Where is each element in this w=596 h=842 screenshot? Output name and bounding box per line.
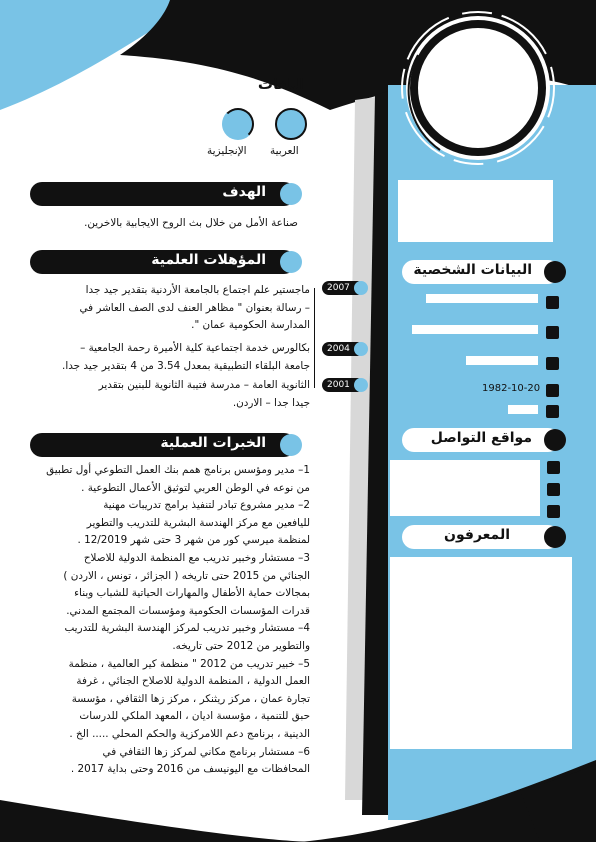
experience-line: تجارة عمان ، مركز ريثنكر ، مركز زها الثقافي ، مؤسسة	[71, 692, 310, 705]
experience-line: لليافعين مع مركز الهندسة البشرية للتدريب والتطوير	[86, 516, 310, 529]
language-english-circle	[222, 108, 254, 140]
phone-icon	[546, 357, 559, 370]
education-year-badge	[322, 378, 364, 392]
experience-line: من نوعه في الوطن العربي لتوثيق الأعمال التطوعية .	[81, 481, 310, 494]
experience-line: 2– مدير مشروع تبادر لتنفيذ برامج تدريبات مهنية	[103, 499, 310, 512]
references-dot	[544, 526, 566, 548]
experience-line: بمجالات حماية الأطفال والمهارات الحياتية للشباب وبناء	[74, 587, 310, 600]
objective-text: صناعة الأمل من خلال بث الروح الايجابية بالاخرين.	[84, 217, 298, 229]
education-line: – رسالة بعنوان " مظاهر العنف لدى الصف العاشر في	[79, 301, 310, 314]
references-header	[402, 525, 560, 549]
experience-line: العمل الدولية ، المنظمة الدولية للاصلاح الجنائي ، غرفة	[76, 675, 310, 688]
profile-summary-box	[398, 180, 553, 242]
objective-header	[30, 182, 296, 206]
education-timeline-line	[314, 288, 315, 388]
education-year-badge	[322, 281, 364, 295]
education-line: بكالورس خدمة اجتماعية كلية الأميرة رحمة الجامعية –	[80, 342, 310, 354]
education-dot	[280, 251, 302, 273]
phone-value	[466, 356, 538, 365]
education-line: جيدا جدا – الاردن.	[232, 396, 310, 409]
education-header	[30, 250, 296, 274]
experience-dot	[280, 434, 302, 456]
education-entry	[10, 282, 310, 335]
language-arabic-circle	[275, 108, 307, 140]
education-year: 2004	[327, 344, 350, 354]
experience-list	[10, 462, 310, 779]
education-year: 2001	[327, 380, 350, 390]
mail-icon	[546, 326, 559, 339]
education-line: ماجستير علم اجتماع بالجامعة الأردنية بتقدير جيد جدا	[85, 284, 310, 296]
experience-line: 3– مستشار وخبير تدريب مع المنظمة الدولية للاصلاح	[83, 551, 310, 564]
education-line: الثانوية العامة – مدرسة فتيبة الثانوية للبنين بتقدير	[98, 379, 310, 391]
contact-title: مواقع التواصل	[430, 430, 532, 446]
education-entry	[10, 340, 310, 375]
languages-title: اللغات	[257, 75, 304, 93]
experience-line: 5– خبير تدريب من 2012 " منظمة كير العالمية ، منظمة	[68, 657, 310, 670]
experience-line: لمنظمة ميرسي كور من شهر 3 حتى شهر 12/2019 .	[77, 534, 310, 547]
address-value	[426, 294, 538, 303]
objective-dot	[280, 183, 302, 205]
experience-line: والتطوير من 2012 حتى تاريخه.	[172, 639, 310, 652]
personal-title: البيانات الشخصية	[413, 262, 532, 278]
experience-line: 4– مستشار وخبير تدريب لمركز الهندسة البشرية للتدريب	[64, 622, 310, 635]
experience-line: 1– مدير ومؤسس برنامج همم بنك العمل التطوعي أول تطبيق	[46, 464, 310, 476]
references-title: المعرفون	[444, 527, 510, 543]
education-year: 2007	[327, 283, 350, 293]
calendar-icon	[546, 384, 559, 397]
education-entry	[10, 377, 310, 412]
birthdate-value: 1982-10-20	[482, 383, 541, 394]
flag-icon	[546, 405, 559, 418]
experience-line: حبق للتنمية ، مؤسسة اديان ، المعهد الملكي للدرسات	[79, 710, 310, 723]
nationality-value	[508, 405, 538, 414]
education-line: جامعة البلقاء التطبيقية بمعدل 3.54 من 4 بتقدير جيد جدا.	[62, 359, 310, 372]
linkedin-icon[interactable]	[547, 505, 560, 518]
education-year-badge	[322, 342, 364, 356]
experience-line: الجنائي من 2015 حتى تاريخه ( الجزائر ، تونس ، الاردن )	[63, 569, 310, 582]
personal-dot	[544, 261, 566, 283]
education-line: المدارسة الحكومية عمان ".	[191, 319, 310, 331]
experience-line: قدرات المؤسسات الحكومية ومؤسسات المجتمع المدني.	[66, 604, 310, 617]
twitter-icon[interactable]	[547, 483, 560, 496]
language-english-label: الإنجليزية	[207, 145, 247, 157]
facebook-icon[interactable]	[547, 461, 560, 474]
email-value	[412, 325, 538, 334]
contact-box	[390, 460, 540, 516]
home-icon	[546, 296, 559, 309]
experience-line: 6– مستشار برنامج مكاني لمركز زها الثقافي في	[102, 745, 310, 758]
references-box	[390, 557, 572, 749]
contact-header	[402, 428, 560, 452]
experience-line: المحافظات مع اليونيسف من 2016 وحتى بداية 2017 .	[70, 763, 310, 776]
language-arabic-label: العربية	[270, 145, 299, 157]
experience-title: الخبرات العملية	[160, 435, 266, 451]
objective-title: الهدف	[222, 184, 266, 200]
experience-line: الدينية ، برنامج دعم اللامركزية والحكم المحلي ..... الخ .	[69, 727, 310, 740]
personal-header	[402, 260, 560, 284]
experience-header	[30, 433, 296, 457]
education-title: المؤهلات العلمية	[151, 252, 266, 268]
contact-dot	[544, 429, 566, 451]
